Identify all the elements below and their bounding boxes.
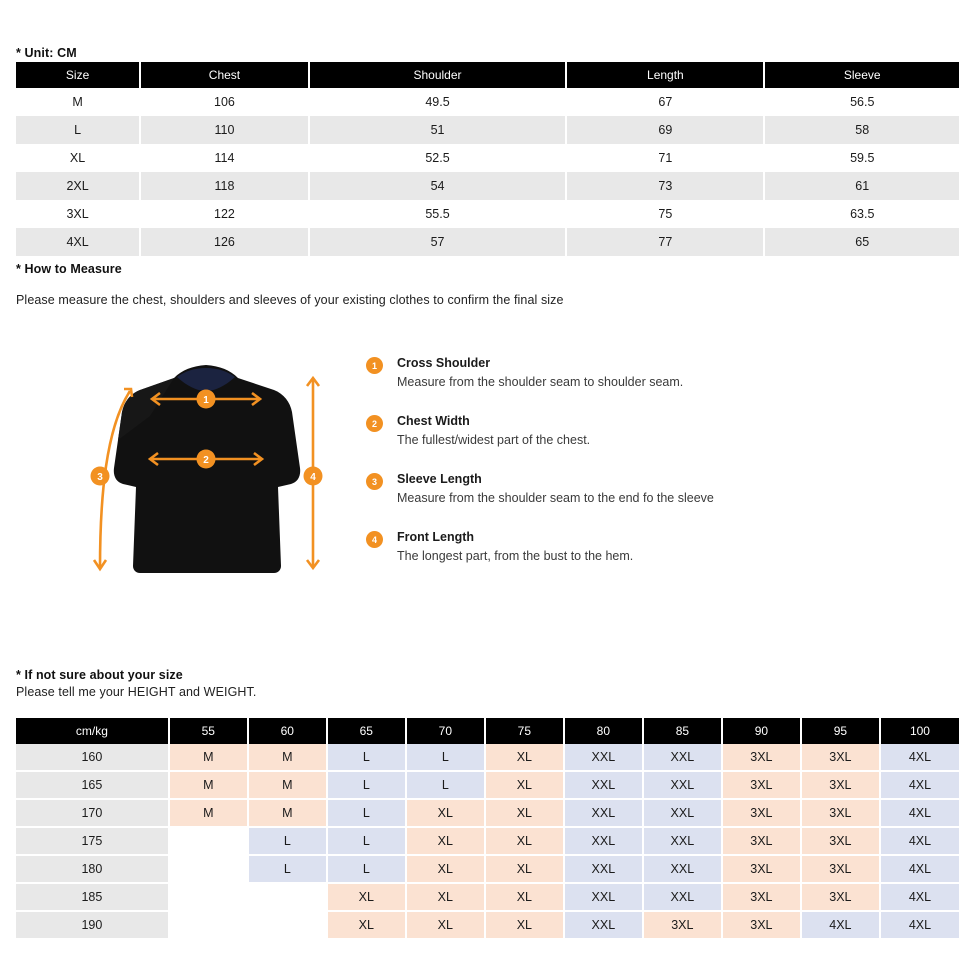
step-1-title: Cross Shoulder: [397, 356, 491, 370]
not-sure-title: * If not sure about your size: [16, 668, 183, 682]
size-table-cell: 77: [566, 228, 764, 256]
size-table-cell: 52.5: [309, 144, 566, 172]
hw-empty-cell: [169, 883, 248, 911]
how-to-measure-title: * How to Measure: [16, 262, 122, 276]
step-badge-3-icon: 3: [366, 473, 383, 490]
hw-size-cell: 4XL: [880, 911, 959, 939]
height-weight-table-container: [16, 718, 959, 940]
size-table: [16, 62, 959, 256]
size-table-cell: 61: [764, 172, 959, 200]
figure-badge-4: [304, 467, 323, 486]
hw-size-cell: XL: [406, 911, 485, 939]
hw-size-cell: XL: [327, 883, 406, 911]
hw-size-cell: 3XL: [722, 744, 801, 771]
size-table-header-length: Length: [566, 62, 764, 88]
hw-header-weight-80: 80: [564, 718, 643, 744]
size-table-cell: 118: [140, 172, 309, 200]
size-table-header-chest: Chest: [140, 62, 309, 88]
hw-size-cell: XXL: [643, 855, 722, 883]
hw-row-height-label: 170: [16, 799, 169, 827]
size-table-cell: 71: [566, 144, 764, 172]
garment-svg: [78, 356, 338, 602]
hw-size-cell: XL: [485, 771, 564, 799]
hw-row-height-label: 180: [16, 855, 169, 883]
hw-row-height-label: 190: [16, 911, 169, 939]
size-table-size-label: M: [16, 88, 140, 116]
hw-size-cell: L: [248, 855, 327, 883]
size-table-cell: 49.5: [309, 88, 566, 116]
hw-table-row: [16, 855, 959, 883]
hw-size-cell: 4XL: [880, 771, 959, 799]
hw-size-cell: XXL: [643, 771, 722, 799]
hw-header-weight-70: 70: [406, 718, 485, 744]
hw-size-cell: L: [327, 855, 406, 883]
hw-size-cell: L: [327, 771, 406, 799]
hw-size-cell: 3XL: [722, 855, 801, 883]
step-badge-4-icon: 4: [366, 531, 383, 548]
hw-size-cell: 3XL: [801, 827, 880, 855]
hw-size-cell: 3XL: [801, 883, 880, 911]
size-table-size-label: L: [16, 116, 140, 144]
hw-size-cell: XL: [485, 911, 564, 939]
hw-size-cell: XXL: [564, 883, 643, 911]
measure-step-4: [366, 529, 726, 565]
size-table-header-size: Size: [16, 62, 140, 88]
hw-header-weight-65: 65: [327, 718, 406, 744]
size-table-cell: 54: [309, 172, 566, 200]
hw-size-cell: 3XL: [801, 855, 880, 883]
hw-size-cell: XL: [406, 883, 485, 911]
size-table-row: [16, 200, 959, 228]
hw-size-cell: XL: [485, 799, 564, 827]
hw-row-height-label: 185: [16, 883, 169, 911]
hw-row-height-label: 175: [16, 827, 169, 855]
hw-size-cell: M: [169, 799, 248, 827]
how-to-measure-body: Please measure the chest, shoulders and sleeves of your existing clothes to confirm the final size: [16, 293, 564, 307]
size-table-cell: 126: [140, 228, 309, 256]
hw-size-cell: XXL: [564, 771, 643, 799]
size-table-cell: 75: [566, 200, 764, 228]
hw-header-weight-85: 85: [643, 718, 722, 744]
hw-size-cell: L: [327, 799, 406, 827]
hw-size-cell: 4XL: [880, 744, 959, 771]
measure-step-3: [366, 471, 726, 507]
measure-steps-list: [366, 355, 726, 565]
hw-table-row: [16, 799, 959, 827]
hw-size-cell: XL: [485, 827, 564, 855]
size-table-row: [16, 88, 959, 116]
hw-header-weight-95: 95: [801, 718, 880, 744]
hw-empty-cell: [248, 911, 327, 939]
figure-badge-2-label: 2: [203, 455, 209, 466]
figure-badge-1: [197, 390, 216, 409]
hw-empty-cell: [169, 911, 248, 939]
hw-size-cell: L: [406, 771, 485, 799]
hw-size-cell: L: [406, 744, 485, 771]
hw-size-cell: 3XL: [801, 744, 880, 771]
size-table-container: [16, 62, 959, 256]
unit-note: * Unit: CM: [16, 46, 77, 60]
size-table-cell: 65: [764, 228, 959, 256]
size-table-cell: 57: [309, 228, 566, 256]
hw-size-cell: 3XL: [722, 911, 801, 939]
hw-size-cell: L: [327, 744, 406, 771]
hw-size-cell: 3XL: [801, 771, 880, 799]
size-table-cell: 122: [140, 200, 309, 228]
size-table-row: [16, 172, 959, 200]
hw-table-row: [16, 827, 959, 855]
hw-size-cell: L: [327, 827, 406, 855]
size-table-header-sleeve: Sleeve: [764, 62, 959, 88]
figure-badge-1-label: 1: [203, 395, 209, 406]
hw-size-cell: 4XL: [801, 911, 880, 939]
figure-badge-4-label: 4: [310, 472, 316, 483]
hw-size-cell: XXL: [564, 911, 643, 939]
size-table-cell: 67: [566, 88, 764, 116]
size-table-row: [16, 116, 959, 144]
size-table-size-label: 3XL: [16, 200, 140, 228]
hw-size-cell: M: [248, 799, 327, 827]
hw-size-cell: XXL: [564, 827, 643, 855]
hw-size-cell: XXL: [564, 744, 643, 771]
size-table-cell: 51: [309, 116, 566, 144]
hw-empty-cell: [169, 855, 248, 883]
hw-empty-cell: [169, 827, 248, 855]
hw-table-row: [16, 883, 959, 911]
hw-empty-cell: [248, 883, 327, 911]
size-table-cell: 58: [764, 116, 959, 144]
height-weight-body: [16, 744, 959, 939]
hw-row-height-label: 160: [16, 744, 169, 771]
hw-size-cell: XXL: [643, 799, 722, 827]
hw-table-row: [16, 911, 959, 939]
hw-header-unit: cm/kg: [16, 718, 169, 744]
size-table-cell: 114: [140, 144, 309, 172]
hw-size-cell: 3XL: [722, 799, 801, 827]
hw-header-weight-100: 100: [880, 718, 959, 744]
figure-badge-3-label: 3: [97, 472, 103, 483]
size-table-row: [16, 144, 959, 172]
hw-size-cell: 3XL: [722, 771, 801, 799]
hw-size-cell: XL: [485, 744, 564, 771]
not-sure-body: Please tell me your HEIGHT and WEIGHT.: [16, 685, 257, 699]
hw-size-cell: XL: [406, 827, 485, 855]
hw-row-height-label: 165: [16, 771, 169, 799]
size-table-size-label: 4XL: [16, 228, 140, 256]
size-table-row: [16, 228, 959, 256]
hw-size-cell: XXL: [643, 744, 722, 771]
measure-step-2: [366, 413, 726, 449]
hw-size-cell: L: [248, 827, 327, 855]
hw-size-cell: M: [169, 771, 248, 799]
hw-size-cell: 3XL: [722, 883, 801, 911]
hw-size-cell: 3XL: [722, 827, 801, 855]
hw-header-weight-55: 55: [169, 718, 248, 744]
size-table-size-label: 2XL: [16, 172, 140, 200]
hw-size-cell: 3XL: [801, 799, 880, 827]
size-table-cell: 56.5: [764, 88, 959, 116]
step-3-title: Sleeve Length: [397, 472, 482, 486]
garment-illustration: [78, 356, 338, 602]
height-weight-table: [16, 718, 959, 940]
height-weight-header-row: [16, 718, 959, 744]
hw-size-cell: 3XL: [643, 911, 722, 939]
hw-size-cell: M: [169, 744, 248, 771]
size-table-cell: 55.5: [309, 200, 566, 228]
hw-size-cell: 4XL: [880, 799, 959, 827]
hw-size-cell: XL: [406, 799, 485, 827]
hw-size-cell: M: [248, 771, 327, 799]
hw-size-cell: XL: [327, 911, 406, 939]
hw-header-weight-60: 60: [248, 718, 327, 744]
hw-size-cell: 4XL: [880, 827, 959, 855]
hw-size-cell: XXL: [643, 883, 722, 911]
hw-size-cell: XL: [485, 855, 564, 883]
size-table-cell: 69: [566, 116, 764, 144]
size-table-cell: 110: [140, 116, 309, 144]
hw-size-cell: 4XL: [880, 855, 959, 883]
hw-size-cell: XL: [485, 883, 564, 911]
step-2-title: Chest Width: [397, 414, 470, 428]
step-4-description: The longest part, from the bust to the hem.: [397, 549, 634, 563]
step-2-description: The fullest/widest part of the chest.: [397, 433, 591, 447]
size-table-body: [16, 88, 959, 256]
measure-step-1: [366, 355, 726, 391]
hw-size-cell: M: [248, 744, 327, 771]
size-table-cell: 63.5: [764, 200, 959, 228]
step-3-description: Measure from the shoulder seam to the end fo the sleeve: [397, 491, 714, 505]
step-badge-1-icon: 1: [366, 357, 383, 374]
size-table-size-label: XL: [16, 144, 140, 172]
figure-badge-2: [197, 450, 216, 469]
hw-header-weight-90: 90: [722, 718, 801, 744]
hw-size-cell: XXL: [564, 855, 643, 883]
hw-size-cell: 4XL: [880, 883, 959, 911]
hw-size-cell: XXL: [564, 799, 643, 827]
size-table-header-shoulder: Shoulder: [309, 62, 566, 88]
size-table-cell: 73: [566, 172, 764, 200]
size-table-cell: 106: [140, 88, 309, 116]
step-1-description: Measure from the shoulder seam to shoulder seam.: [397, 375, 684, 389]
size-table-cell: 59.5: [764, 144, 959, 172]
hw-size-cell: XXL: [643, 827, 722, 855]
hw-header-weight-75: 75: [485, 718, 564, 744]
hw-size-cell: XL: [406, 855, 485, 883]
hw-table-row: [16, 744, 959, 771]
figure-badge-3: [91, 467, 110, 486]
size-table-header-row: [16, 62, 959, 88]
hw-table-row: [16, 771, 959, 799]
step-badge-2-icon: 2: [366, 415, 383, 432]
step-4-title: Front Length: [397, 530, 475, 544]
